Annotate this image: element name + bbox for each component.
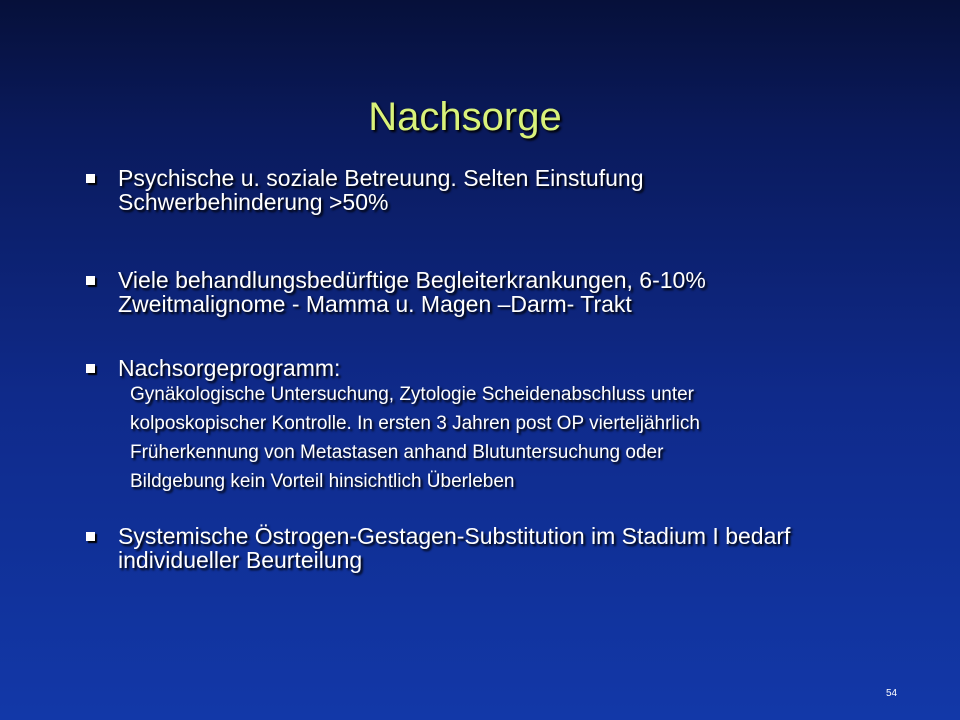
sub-text-line: Früherkennung von Metastasen anhand Blutuntersuchung oder bbox=[130, 442, 664, 463]
bullet-item bbox=[84, 268, 924, 316]
bullet-item bbox=[84, 524, 924, 572]
sub-text-line: kolposkopischer Kontrolle. In ersten 3 Jahren post OP vierteljährlich bbox=[130, 413, 700, 434]
bullet-item bbox=[84, 166, 924, 214]
slide-title: Nachsorge bbox=[368, 95, 562, 139]
square-bullet-icon bbox=[86, 364, 95, 373]
bullet-list bbox=[84, 166, 924, 572]
square-bullet-icon bbox=[86, 276, 95, 285]
square-bullet-icon bbox=[86, 532, 95, 541]
bullet-text-line: Psychische u. soziale Betreuung. Selten Einstufung bbox=[118, 165, 644, 191]
sub-item-text bbox=[84, 380, 924, 496]
page-number: 54 bbox=[886, 688, 898, 699]
bullet-text-line: Schwerbehinderung >50% bbox=[118, 189, 389, 215]
bullet-item bbox=[84, 356, 924, 380]
sub-text-line: Gynäkologische Untersuchung, Zytologie Scheidenabschluss unter bbox=[130, 384, 694, 405]
bullet-text-line: individueller Beurteilung bbox=[118, 547, 363, 573]
sub-text-line: Bildgebung kein Vorteil hinsichtlich Überleben bbox=[130, 471, 515, 492]
bullet-text-line: Nachsorgeprogramm: bbox=[118, 355, 341, 381]
square-bullet-icon bbox=[86, 174, 95, 183]
bullet-text-line: Zweitmalignome - Mamma u. Magen –Darm- Trakt bbox=[118, 291, 632, 317]
bullet-text-line: Systemische Östrogen-Gestagen-Substitution im Stadium I bedarf bbox=[118, 523, 791, 549]
bullet-text-line: Viele behandlungsbedürftige Begleiterkrankungen, 6-10% bbox=[118, 267, 706, 293]
